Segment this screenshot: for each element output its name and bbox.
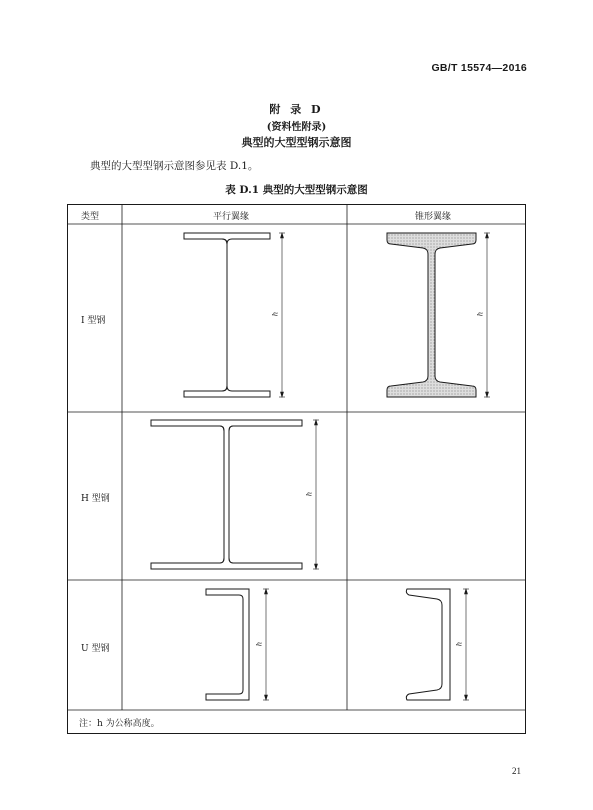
dim-label-i-parallel: h bbox=[271, 311, 280, 317]
i-beam-tapered-dimension bbox=[484, 233, 490, 397]
i-beam-parallel-dimension bbox=[279, 233, 285, 397]
u-channel-tapered-flange-drawing bbox=[406, 589, 450, 700]
table-note: 注：h 为公称高度。 bbox=[79, 719, 160, 729]
u-channel-parallel-dimension bbox=[263, 589, 269, 700]
appendix-heading: 典型的大型型钢示意图 bbox=[241, 136, 352, 149]
page-number: 21 bbox=[512, 766, 521, 776]
u-channel-parallel-flange-drawing bbox=[206, 589, 249, 700]
standard-code: GB/T 15574—2016 bbox=[431, 62, 527, 74]
table-caption: 表 D.1 典型的大型型钢示意图 bbox=[225, 184, 368, 196]
steel-sections-table bbox=[67, 204, 526, 734]
header-parallel-flange: 平行翼缘 bbox=[213, 212, 250, 222]
h-beam-parallel-dimension bbox=[313, 420, 319, 569]
header-type: 类型 bbox=[81, 212, 100, 222]
table-grid bbox=[67, 204, 526, 734]
dim-label-u-parallel: h bbox=[255, 641, 264, 647]
table-drawing bbox=[67, 204, 526, 734]
dim-label-h-parallel: h bbox=[305, 491, 314, 497]
row-type-u-channel: U 型钢 bbox=[81, 644, 110, 654]
appendix-subtitle: (资料性附录) bbox=[266, 122, 327, 133]
dim-label-u-tapered: h bbox=[455, 641, 464, 647]
header-tapered-flange: 锥形翼缘 bbox=[415, 212, 452, 222]
intro-paragraph: 典型的大型型钢示意图参见表 D.1。 bbox=[90, 160, 259, 172]
u-channel-tapered-dimension bbox=[463, 589, 469, 700]
h-beam-parallel-flange-drawing bbox=[151, 420, 302, 569]
row-type-h-beam: H 型钢 bbox=[81, 494, 110, 504]
appendix-title: 附 录 D bbox=[269, 103, 324, 116]
row-type-i-beam: I 型钢 bbox=[81, 316, 106, 326]
dim-label-i-tapered: h bbox=[476, 311, 485, 317]
i-beam-tapered-flange-drawing bbox=[387, 233, 476, 397]
i-beam-parallel-flange-drawing bbox=[184, 233, 270, 397]
